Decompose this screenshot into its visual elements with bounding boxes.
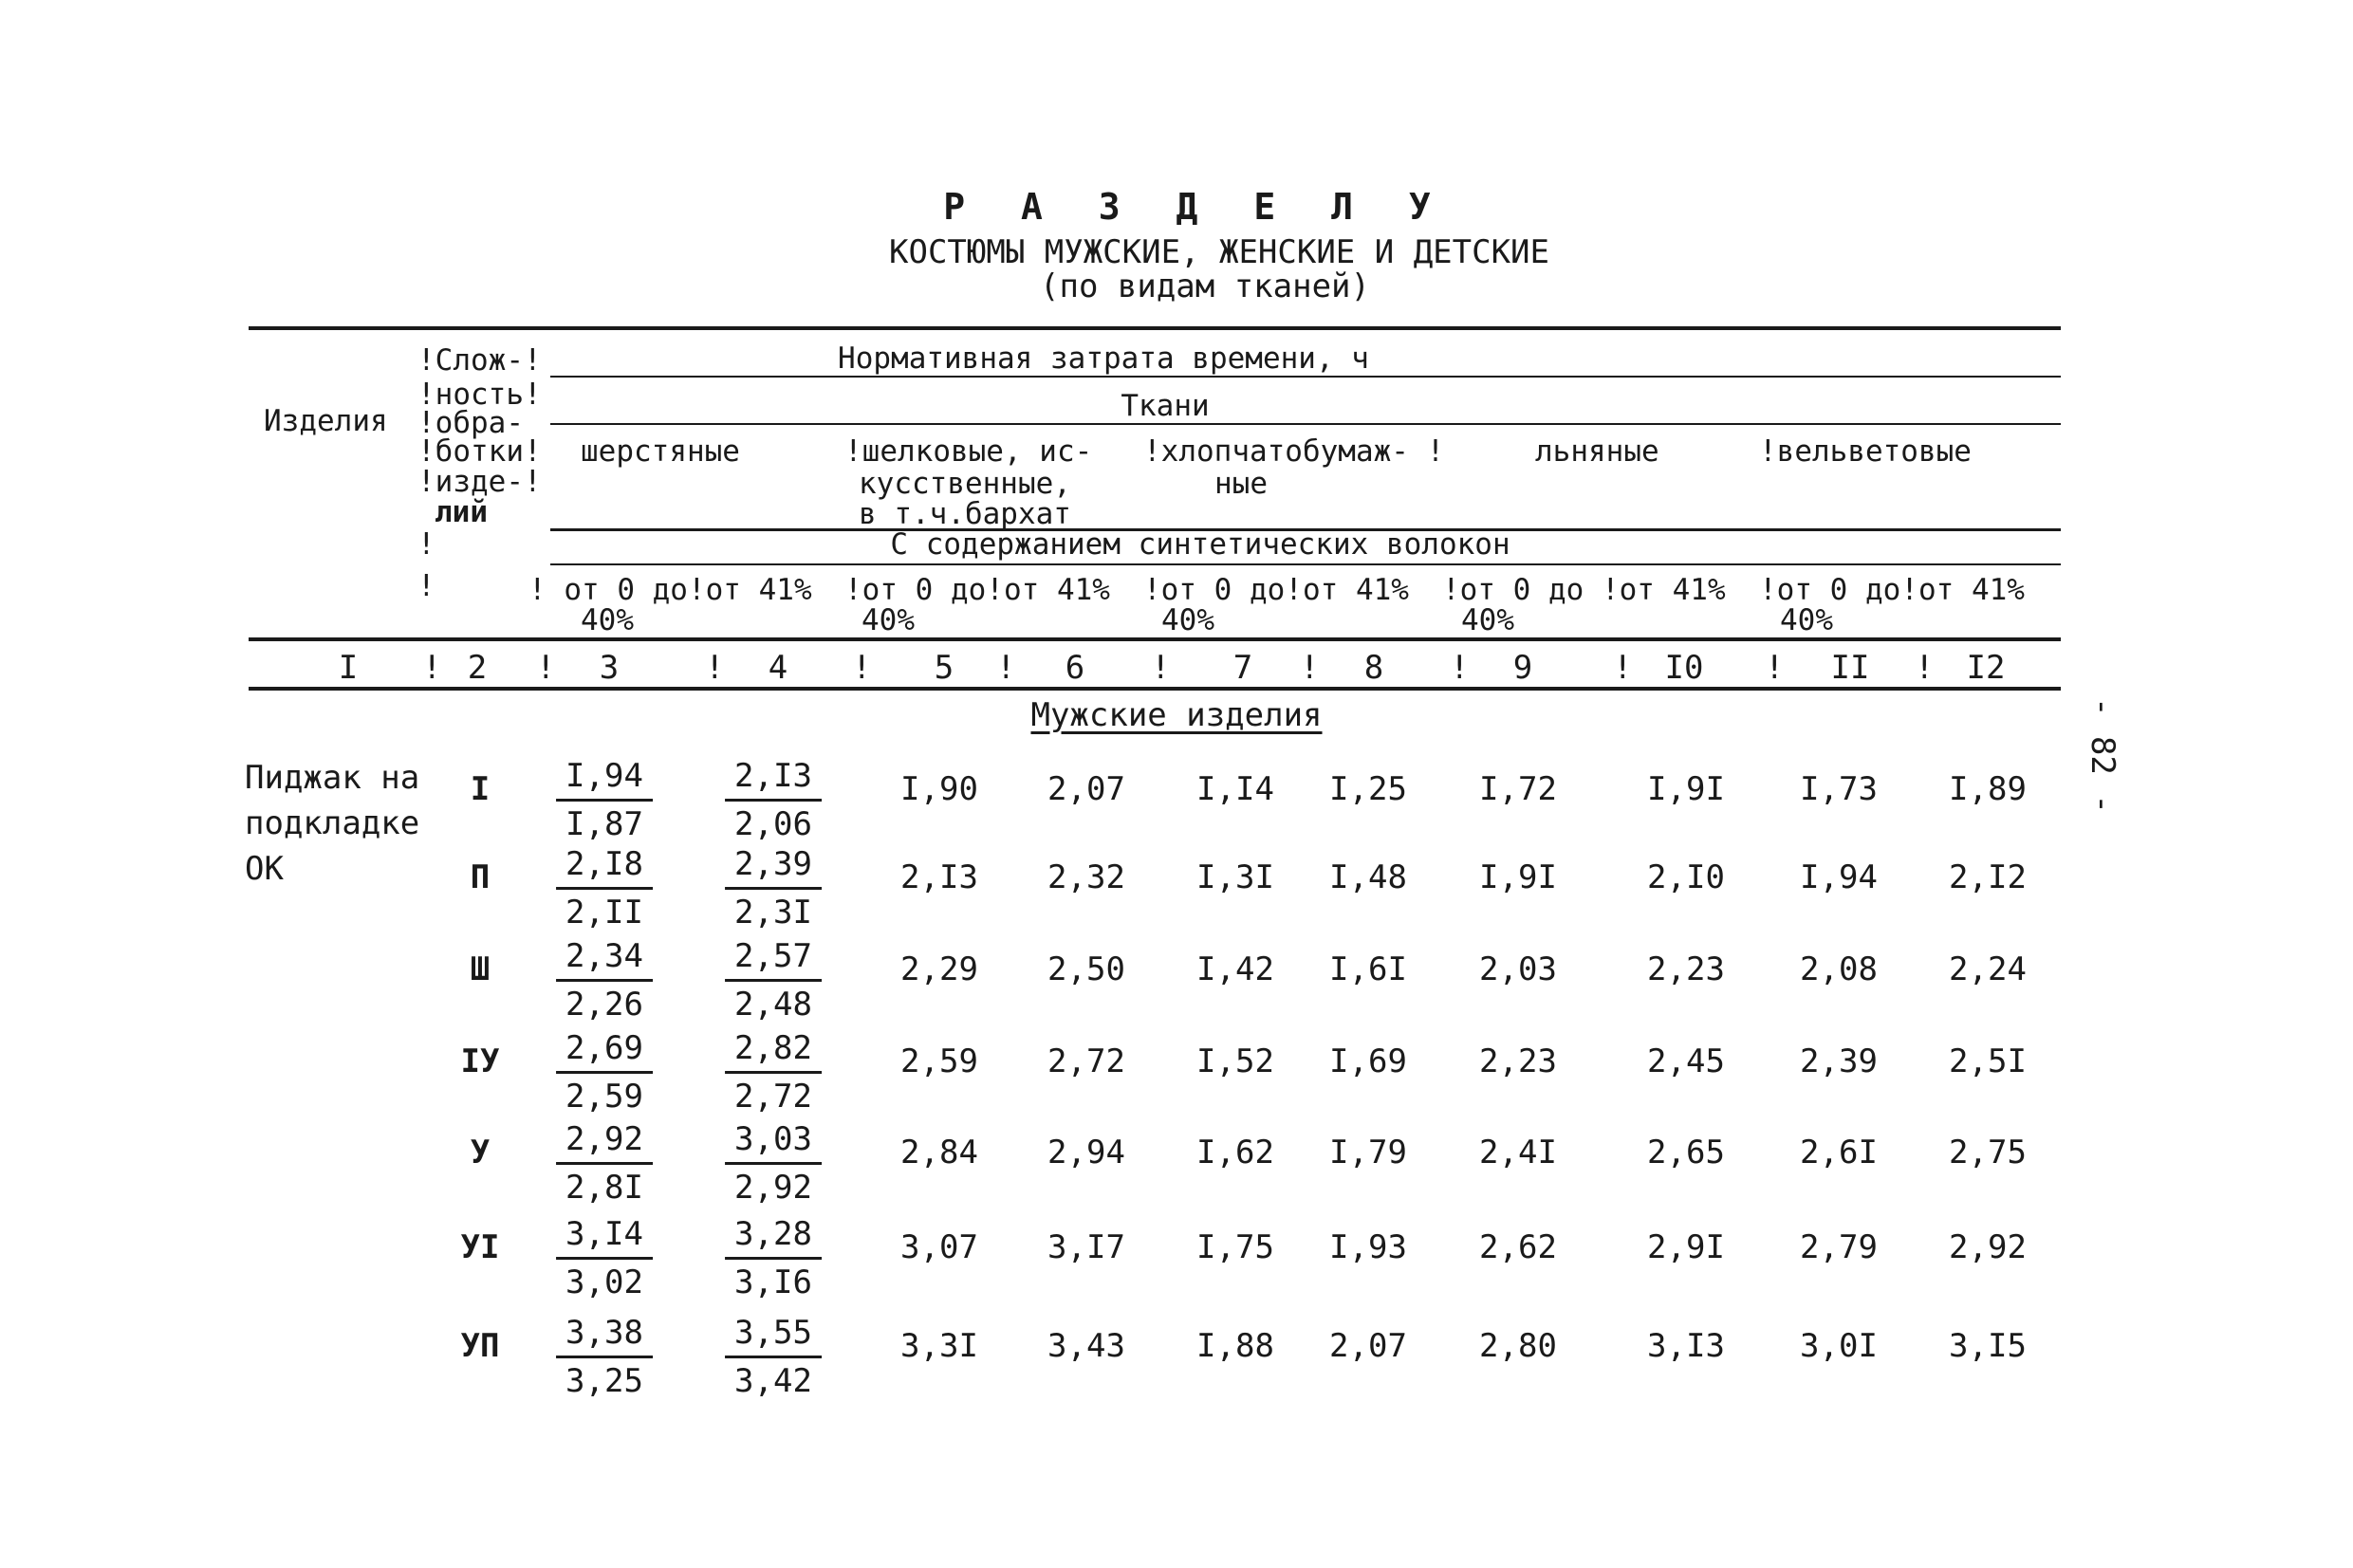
- table-cell: 2,24: [1949, 950, 2027, 988]
- table-cell: 3,0I: [1800, 1327, 1878, 1365]
- fraction-denominator: 2,59: [565, 1078, 643, 1116]
- table-cell: 2,79: [1800, 1228, 1878, 1266]
- column-separator: !: [536, 649, 556, 687]
- header-fabric-silk-2: кусственные,: [859, 467, 1071, 501]
- complexity-cell: I: [470, 770, 491, 808]
- table-cell: 2,08: [1800, 950, 1878, 988]
- table-cell: I,6I: [1329, 950, 1407, 988]
- table-cell: I,75: [1196, 1228, 1274, 1266]
- column-separator: !: [1613, 649, 1633, 687]
- header-complexity-line-5: !изде-!: [417, 465, 542, 499]
- column-number: 6: [1065, 649, 1085, 687]
- table-cell: 2,32: [1047, 858, 1125, 896]
- header-fabric-linen: льняные: [1535, 434, 1659, 469]
- fraction-numerator: 2,69: [556, 1025, 653, 1074]
- fraction-denominator: I,87: [565, 805, 643, 843]
- complexity-cell: УП: [460, 1327, 500, 1365]
- table-cell: I,93: [1329, 1228, 1407, 1266]
- header-tkani: Ткани: [1121, 389, 1210, 423]
- fraction-numerator: 3,03: [725, 1116, 822, 1165]
- fraction-cell: [556, 1211, 653, 1305]
- table-cell: 2,62: [1479, 1228, 1557, 1266]
- table-cell: 2,59: [900, 1042, 978, 1080]
- item-name-line-1: Пиджак на: [245, 759, 420, 797]
- table-cell: I,62: [1196, 1134, 1274, 1171]
- item-name-line-3: ОК: [245, 850, 284, 888]
- header-izdelia: Изделия: [264, 404, 388, 438]
- table-cell: 2,75: [1949, 1134, 2027, 1171]
- table-cell: 2,84: [900, 1134, 978, 1171]
- fraction-denominator: 2,8I: [565, 1169, 643, 1207]
- table-cell: I,88: [1196, 1327, 1274, 1365]
- table-cell: I,52: [1196, 1042, 1274, 1080]
- table-cell: 3,I5: [1949, 1327, 2027, 1365]
- table-cell: 2,39: [1800, 1042, 1878, 1080]
- table-cell: 2,65: [1647, 1134, 1725, 1171]
- table-cell: 2,9I: [1647, 1228, 1725, 1266]
- column-number: 5: [934, 649, 954, 687]
- column-number: 7: [1232, 649, 1253, 687]
- fraction-denominator: 2,3I: [734, 894, 812, 932]
- table-cell: 2,4I: [1479, 1134, 1557, 1171]
- fraction-numerator: 2,57: [725, 933, 822, 982]
- rule-tkani: [550, 423, 2061, 425]
- header-sub-linen: !от 0 до !от 41%: [1442, 573, 1726, 607]
- fraction-numerator: 2,34: [556, 933, 653, 982]
- table-cell: 2,94: [1047, 1134, 1125, 1171]
- fraction-denominator: 2,06: [734, 805, 812, 843]
- column-number: I: [338, 649, 359, 687]
- fraction-cell: [725, 1025, 822, 1119]
- section-subtitle: КОСТЮМЫ МУЖСКИЕ, ЖЕНСКИЕ И ДЕТСКИЕ: [889, 233, 1549, 271]
- header-sub-silk-40: 40%: [862, 603, 915, 637]
- table-cell: I,9I: [1647, 770, 1725, 808]
- table-cell: 2,6I: [1800, 1134, 1878, 1171]
- page-number: - 82 -: [2084, 697, 2121, 814]
- table-cell: I,48: [1329, 858, 1407, 896]
- section-title: Р А З Д Е Л У: [943, 186, 1448, 228]
- complexity-cell: IУ: [460, 1042, 500, 1080]
- table-cell: 2,5I: [1949, 1042, 2027, 1080]
- rule-norm: [550, 376, 2061, 378]
- fraction-cell: [556, 841, 653, 935]
- fraction-denominator: 3,25: [565, 1362, 643, 1400]
- fraction-denominator: 2,92: [734, 1169, 812, 1207]
- fraction-numerator: 2,39: [725, 841, 822, 890]
- table-cell: 2,23: [1647, 950, 1725, 988]
- column-number: I0: [1664, 649, 1704, 687]
- fraction-denominator: 3,02: [565, 1264, 643, 1301]
- table-cell: I,89: [1949, 770, 2027, 808]
- fraction-numerator: I,94: [556, 753, 653, 802]
- table-cell: 2,I0: [1647, 858, 1725, 896]
- header-sub-cotton-40: 40%: [1161, 603, 1214, 637]
- group-title: Мужские изделия: [1030, 696, 1323, 734]
- header-sub-cotton: !от 0 до!от 41%: [1143, 573, 1409, 607]
- fraction-numerator: 3,55: [725, 1310, 822, 1358]
- complexity-cell: УI: [460, 1228, 500, 1266]
- table-cell: I,I4: [1196, 770, 1274, 808]
- column-number: 4: [768, 649, 788, 687]
- table-cell: 2,07: [1329, 1327, 1407, 1365]
- fraction-numerator: 3,28: [725, 1211, 822, 1260]
- table-top-rule: [249, 326, 2061, 330]
- column-number: 3: [599, 649, 620, 687]
- table-cell: 3,I3: [1647, 1327, 1725, 1365]
- fraction-cell: [725, 753, 822, 847]
- header-complexity-line-4: !ботки!: [417, 434, 542, 469]
- fraction-numerator: 2,92: [556, 1116, 653, 1165]
- section-note: (по видам тканей): [1040, 267, 1370, 305]
- table-cell: 3,I7: [1047, 1228, 1125, 1266]
- table-cell: I,25: [1329, 770, 1407, 808]
- column-separator: !: [1450, 649, 1470, 687]
- table-cell: 3,3I: [900, 1327, 978, 1365]
- column-separator: !: [422, 649, 442, 687]
- column-number: 2: [467, 649, 488, 687]
- header-sub-wool: ! от 0 до!от 41%: [528, 573, 812, 607]
- column-separator: !: [1765, 649, 1785, 687]
- fraction-cell: [725, 1116, 822, 1210]
- header-fabric-velvet: !вельветовые: [1759, 434, 1972, 469]
- header-fabric-silk-1: !шелковые, ис-: [844, 434, 1093, 469]
- header-complexity-line-2: !ность!: [417, 378, 542, 412]
- rule-numbers-bottom: [249, 687, 2061, 691]
- complexity-cell: П: [470, 858, 491, 896]
- table-cell: 2,29: [900, 950, 978, 988]
- rule-header-bottom: [249, 637, 2061, 641]
- table-cell: I,42: [1196, 950, 1274, 988]
- table-cell: 2,45: [1647, 1042, 1725, 1080]
- fraction-cell: [725, 933, 822, 1027]
- table-cell: 2,I3: [900, 858, 978, 896]
- column-separator: !: [705, 649, 725, 687]
- table-cell: I,94: [1800, 858, 1878, 896]
- table-cell: 2,50: [1047, 950, 1125, 988]
- table-cell: I,90: [900, 770, 978, 808]
- fraction-numerator: 2,82: [725, 1025, 822, 1074]
- fraction-denominator: 2,II: [565, 894, 643, 932]
- fraction-numerator: 2,I3: [725, 753, 822, 802]
- header-complexity-line-7: !: [417, 527, 435, 562]
- table-cell: I,9I: [1479, 858, 1557, 896]
- header-fabric-cotton-2: ные: [1214, 467, 1268, 501]
- header-sub-silk: !от 0 до!от 41%: [844, 573, 1110, 607]
- header-complexity-line-1: !Слож-!: [417, 343, 542, 378]
- fraction-cell: [725, 1211, 822, 1305]
- header-fabric-wool: шерстяные: [581, 434, 740, 469]
- fraction-cell: [556, 933, 653, 1027]
- complexity-cell: Ш: [470, 950, 491, 988]
- column-number: 8: [1363, 649, 1384, 687]
- header-complexity-line-8: !: [417, 569, 435, 603]
- item-name-line-2: подкладке: [245, 804, 420, 842]
- column-number: II: [1830, 649, 1870, 687]
- table-cell: I,69: [1329, 1042, 1407, 1080]
- fraction-cell: [556, 1310, 653, 1404]
- fraction-numerator: 3,38: [556, 1310, 653, 1358]
- header-complexity-line-3: !обра-: [417, 406, 524, 440]
- fraction-cell: [725, 841, 822, 935]
- table-cell: 2,72: [1047, 1042, 1125, 1080]
- fraction-denominator: 2,72: [734, 1078, 812, 1116]
- table-cell: 3,43: [1047, 1327, 1125, 1365]
- table-cell: 2,I2: [1949, 858, 2027, 896]
- complexity-cell: У: [470, 1134, 491, 1171]
- fraction-denominator: 3,I6: [734, 1264, 812, 1301]
- fraction-cell: [556, 1116, 653, 1210]
- column-separator: !: [852, 649, 872, 687]
- table-cell: 2,23: [1479, 1042, 1557, 1080]
- fraction-cell: [725, 1310, 822, 1404]
- header-norm-time: Нормативная затрата времени, ч: [838, 341, 1369, 376]
- fraction-numerator: 3,I4: [556, 1211, 653, 1260]
- table-cell: 2,92: [1949, 1228, 2027, 1266]
- column-separator: !: [1915, 649, 1935, 687]
- header-synthetic: С содержанием синтетических волокон: [890, 527, 1510, 562]
- header-sub-linen-40: 40%: [1461, 603, 1514, 637]
- table-cell: 2,80: [1479, 1327, 1557, 1365]
- table-cell: 2,03: [1479, 950, 1557, 988]
- header-sub-velvet: !от 0 до!от 41%: [1759, 573, 2025, 607]
- column-separator: !: [1300, 649, 1320, 687]
- rule-synthetic: [550, 563, 2061, 565]
- fraction-cell: [556, 1025, 653, 1119]
- header-sub-wool-40: 40%: [581, 603, 634, 637]
- header-sub-velvet-40: 40%: [1780, 603, 1833, 637]
- fraction-numerator: 2,I8: [556, 841, 653, 890]
- table-cell: I,3I: [1196, 858, 1274, 896]
- fraction-denominator: 2,26: [565, 986, 643, 1024]
- table-cell: I,73: [1800, 770, 1878, 808]
- table-cell: I,79: [1329, 1134, 1407, 1171]
- table-cell: 2,07: [1047, 770, 1125, 808]
- column-number: I2: [1966, 649, 2006, 687]
- column-separator: !: [1151, 649, 1171, 687]
- table-cell: I,72: [1479, 770, 1557, 808]
- column-separator: !: [996, 649, 1016, 687]
- fraction-cell: [556, 753, 653, 847]
- fraction-denominator: 3,42: [734, 1362, 812, 1400]
- header-fabric-silk-3: в т.ч.бархат: [859, 497, 1071, 531]
- header-complexity-line-6: лий: [435, 495, 488, 529]
- table-cell: 3,07: [900, 1228, 978, 1266]
- column-number: 9: [1512, 649, 1533, 687]
- header-fabric-cotton-1: !хлопчатобумаж- !: [1143, 434, 1445, 469]
- fraction-denominator: 2,48: [734, 986, 812, 1024]
